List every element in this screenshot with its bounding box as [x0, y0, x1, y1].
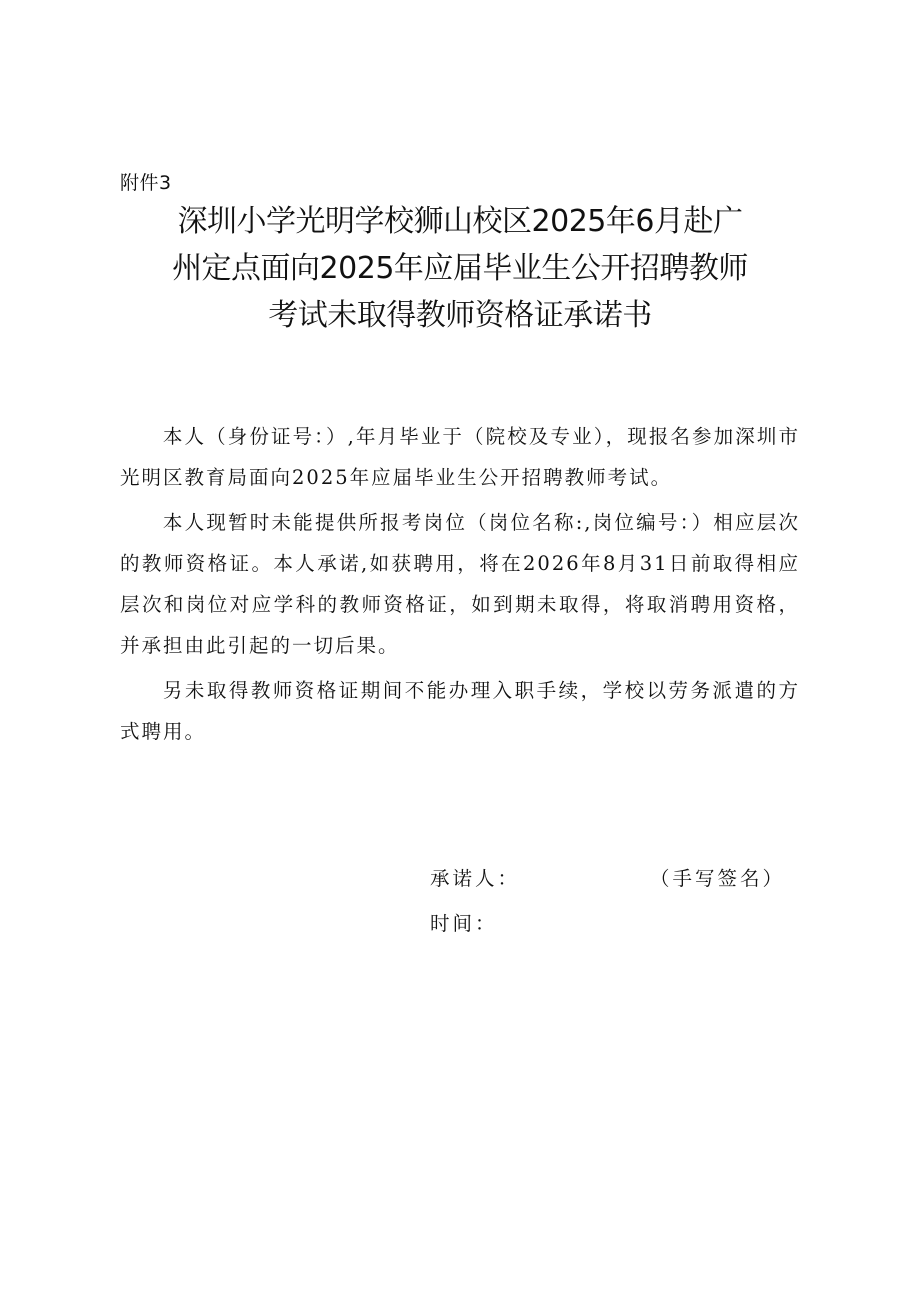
date-row: [430, 901, 810, 946]
paragraph-identity: 本人（身份证号：）,年月毕业于（院校及专业），现报名参加深圳市光明区教育局面向2025年应届毕业生公开招聘教师考试。: [120, 425, 800, 489]
document-title: [120, 198, 800, 339]
date-label: 时间：: [430, 912, 498, 935]
attachment-label: 附件3: [120, 172, 172, 194]
signature-block: [430, 856, 810, 946]
title-line-1: 深圳小学光明学校狮山校区2025年6月赴广: [177, 204, 743, 239]
promisor-label: 承诺人：: [430, 867, 521, 890]
title-line-3: 考试未取得教师资格证承诺书: [268, 298, 652, 333]
signature-row: [430, 856, 810, 901]
paragraph-commitment: 本人现暂时未能提供所报考岗位（岗位名称:,岗位编号：）相应层次的教师资格证。本人承诺,如获聘用，将在2026年8月31日前取得相应层次和岗位对应学科的教师资格证，如到期未取得，将取消聘用资格，并承担由此引起的一切后果。: [120, 511, 800, 657]
document-body: [120, 416, 800, 756]
title-line-2: 州定点面向2025年应届毕业生公开招聘教师: [172, 251, 748, 286]
paragraph-employment-note: 另未取得教师资格证期间不能办理入职手续，学校以劳务派遣的方式聘用。: [120, 679, 800, 743]
handwritten-signature-note: （手写签名）: [650, 867, 786, 890]
